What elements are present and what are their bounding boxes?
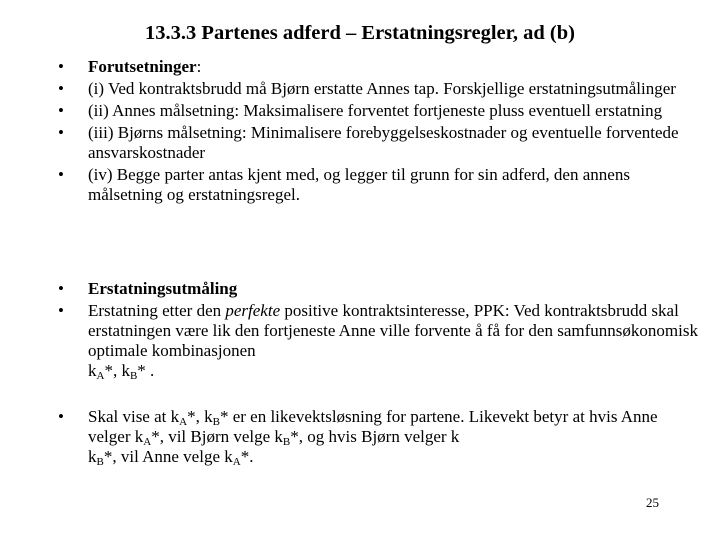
compensation-text-start: Erstatning etter den (88, 301, 226, 320)
bullet-icon: • (58, 279, 64, 298)
assumption-i: (i) Ved kontraktsbrudd må Bjørn erstatte Annes tap. Forskjellige erstatningsutmålinger (88, 79, 676, 98)
equilibrium-text: Skal vise at k (88, 407, 180, 426)
equilibrium-text: *, vil Anne velge k (103, 447, 233, 466)
list-item (58, 123, 698, 163)
compensation-list (58, 279, 698, 383)
bullet-icon: • (58, 407, 64, 426)
k-symbol: k (88, 361, 97, 380)
subscript-a: A (96, 370, 105, 382)
list-item (58, 101, 698, 121)
assumption-ii: (ii) Annes målsetning: Maksimalisere forventet fortjeneste pluss eventuell erstatning (88, 101, 663, 120)
star-end: * . (137, 361, 155, 380)
equilibrium-text: *, vil Bjørn velge k (151, 427, 283, 446)
subscript-a: A (179, 416, 188, 428)
subscript-b: B (212, 416, 220, 428)
bullet-icon: • (58, 165, 64, 184)
subscript-b: B (96, 456, 104, 468)
subscript-b: B (282, 436, 291, 448)
subscript-a: A (143, 436, 152, 448)
equilibrium-text: *, og hvis Bjørn velger k (290, 427, 460, 446)
equilibrium-text: * er en likevektsløsning for partene. Likevekt betyr at hvis Anne velger k (88, 407, 658, 446)
assumption-iv: (iv) Begge parter antas kjent med, og legger til grunn for sin adferd, den annens målsetning og erstatningsregel. (88, 165, 630, 204)
equilibrium-text: *, k (187, 407, 213, 426)
list-item (58, 407, 698, 467)
k-symbol: k (88, 447, 97, 466)
list-item (58, 301, 698, 381)
list-item (58, 279, 698, 299)
k-symbol: k (121, 361, 130, 380)
bullet-icon: • (58, 57, 64, 76)
assumptions-heading: Forutsetninger (88, 57, 197, 76)
bullet-icon: • (58, 301, 64, 320)
subscript-b: B (129, 370, 138, 382)
heading-colon: : (196, 57, 202, 76)
equilibrium-list (58, 407, 698, 469)
compensation-heading: Erstatningsutmåling (88, 279, 238, 298)
page-number: 25 (646, 495, 659, 510)
equilibrium-text: *. (240, 447, 254, 466)
slide-title: 13.3.3 Partenes adferd – Erstatningsregler, ad (b) (145, 22, 575, 44)
compensation-text-end: positive kontraktsinteresse, PPK: Ved kontraktsbrudd skal erstatningen være lik den fortjeneste Anne ville forvente å få for den samfunnsøkonomisk optimale kombinasjonen (88, 301, 698, 360)
bullet-icon: • (58, 123, 64, 142)
list-item (58, 57, 698, 77)
assumption-iii: (iii) Bjørns målsetning: Minimalisere forebyggelseskostnader og eventuelle forventede ansvarskostnader (88, 123, 679, 162)
bullet-icon: • (58, 79, 64, 98)
list-item (58, 165, 698, 205)
list-item (58, 79, 698, 99)
bullet-icon: • (58, 101, 64, 120)
star-separator: *, (104, 361, 122, 380)
assumptions-list (58, 57, 698, 207)
subscript-a: A (232, 456, 241, 468)
emphasis-perfekte: perfekte (225, 301, 281, 320)
